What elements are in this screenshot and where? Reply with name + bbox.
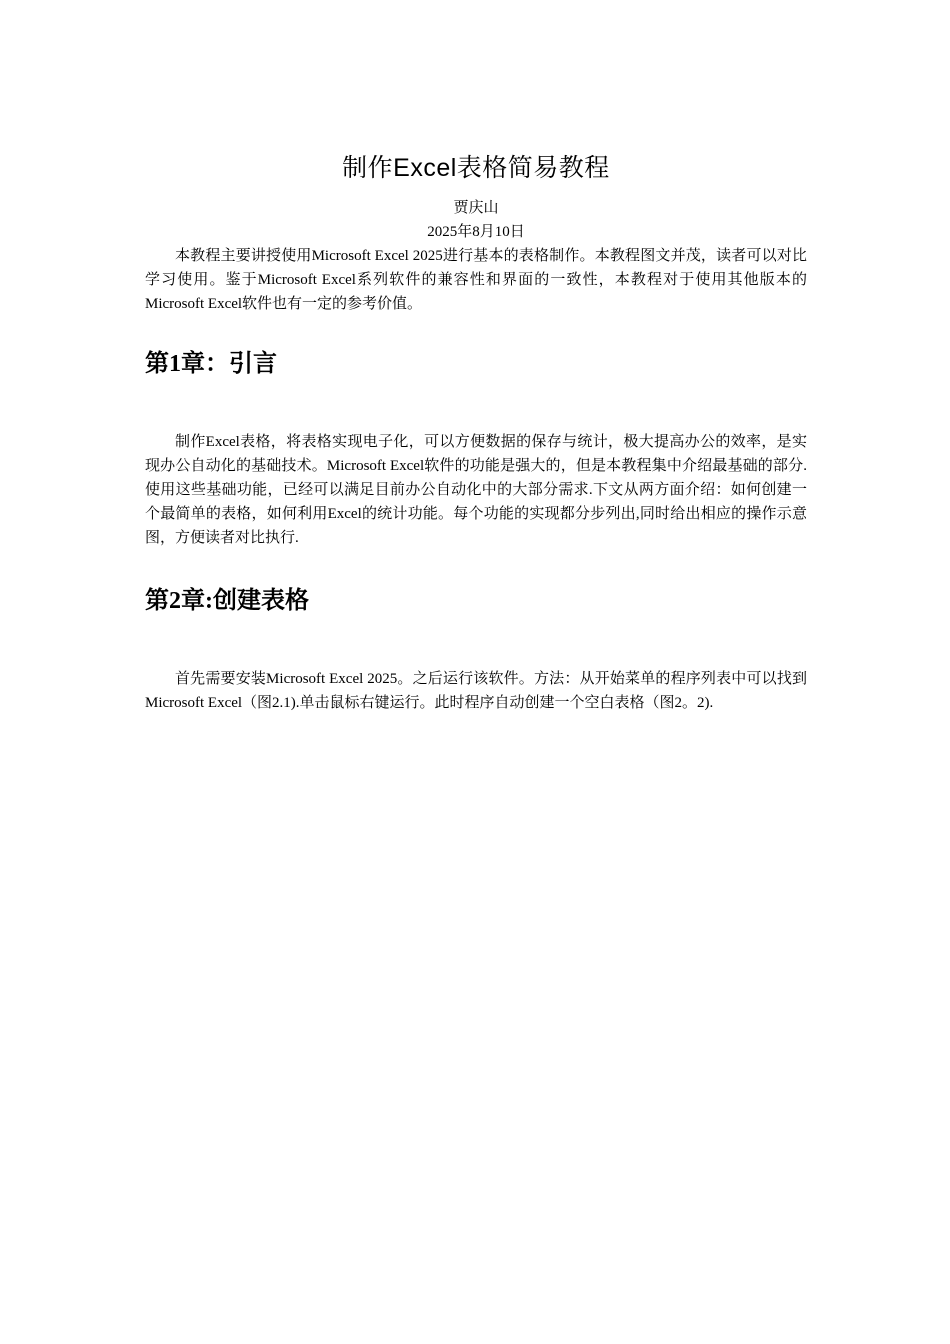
document-date: 2025年8月10日 (427, 224, 525, 240)
chapter-2-paragraph: 首先需要安装Microsoft Excel 2025。之后运行该软件。方法：从开始菜单的程序列表中可以找到Microsoft Excel（图2.1).单击鼠标右键运行。此时程序自动创建一个空白表格（图2。2). (145, 671, 807, 711)
document-title: 制作Excel表格简易教程 (342, 154, 610, 182)
document-page (145, 150, 807, 715)
document-author: 贾庆山 (453, 200, 499, 216)
abstract-paragraph: 本教程主要讲授使用Microsoft Excel 2025进行基本的表格制作。本教程图文并茂，读者可以对比学习使用。鉴于Microsoft Excel系列软件的兼容性和界面的一致性，本教程对于使用其他版本的Microsoft Excel软件也有一定的参考价值。 (145, 248, 807, 312)
chapter-1-heading: 第1章：引言 (145, 351, 277, 377)
chapter-1-spacer (145, 382, 807, 430)
chapter-1-paragraph: 制作Excel表格，将表格实现电子化，可以方便数据的保存与统计，极大提高办公的效率，是实现办公自动化的基础技术。Microsoft Excel软件的功能是强大的，但是本教程集中介绍最基础的部分.使用这些基础功能，已经可以满足目前办公自动化中的大部分需求.下文从两方面介绍：如何创建一个最简单的表格，如何利用Excel的统计功能。每个功能的实现都分步列出,同时给出相应的操作示意图，方便读者对比执行. (145, 434, 807, 546)
chapter-2-heading: 第2章:创建表格 (145, 588, 309, 614)
chapter-2-spacer (145, 619, 807, 667)
